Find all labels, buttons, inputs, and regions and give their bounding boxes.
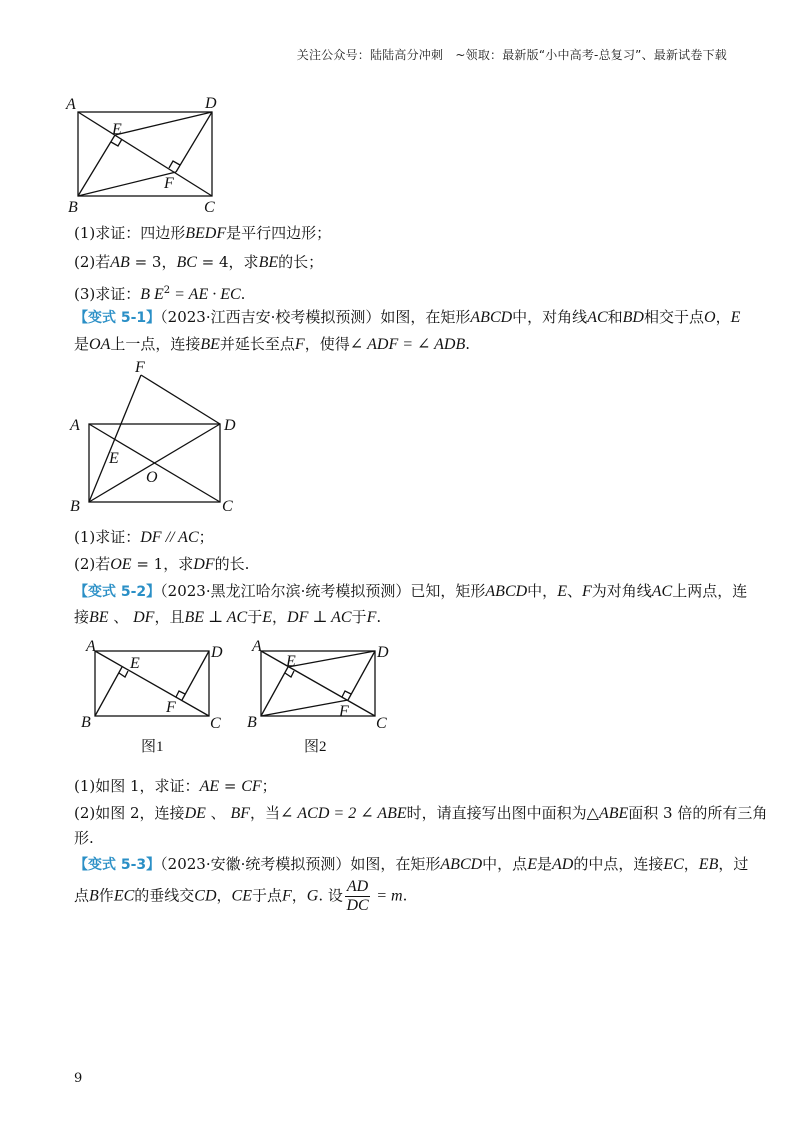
v52-line-2: 接BE 、 DF，且BE ⊥ AC于E，DF ⊥ AC于F. bbox=[74, 608, 382, 626]
v52-question-2: (2)如图 2，连接DE 、 BF，当∠ ACD = 2 ∠ ABE时，请直接写出图中面积为△ABE面积 3 倍的所有三角 bbox=[74, 804, 768, 822]
label-F: F bbox=[166, 699, 176, 716]
label-B: B bbox=[247, 714, 257, 731]
label-A: A bbox=[70, 417, 80, 434]
label-F: F bbox=[135, 359, 145, 376]
label-F: F bbox=[164, 175, 174, 192]
label-E: E bbox=[130, 655, 140, 672]
label-B: B bbox=[68, 199, 78, 216]
figure-1 bbox=[74, 636, 234, 761]
label-D: D bbox=[377, 644, 389, 661]
v53-line-1: 【变式 5-3】（2023·安徽·统考模拟预测）如图，在矩形ABCD中，点E是AD的中点，连接EC，EB，过 bbox=[74, 855, 749, 873]
label-C: C bbox=[210, 715, 221, 732]
figure-rectangle-bedf bbox=[60, 92, 230, 216]
label-C: C bbox=[204, 199, 215, 216]
fraction: $\frac{AD}{DC}$ bbox=[346, 878, 369, 914]
v52-question-1: (1)如图 1，求证：AE = CF； bbox=[74, 777, 277, 795]
label-A: A bbox=[66, 96, 76, 113]
label-A: A bbox=[86, 638, 96, 655]
label-F: F bbox=[339, 703, 349, 720]
variant-tag: 【变式 5-2】 bbox=[74, 584, 161, 600]
v52-line-1: 【变式 5-2】（2023·黑龙江哈尔滨·统考模拟预测）已知，矩形ABCD中，E、F为对角线AC上两点，连 bbox=[74, 582, 748, 600]
label-D: D bbox=[224, 417, 236, 434]
v53-line-2: 点B作EC的垂线交CD，CE于点F，G. 设 $\frac{AD}{DC}$ = m. bbox=[74, 878, 408, 914]
label-B: B bbox=[81, 714, 91, 731]
page-header: 关注公众号：陆陆高分冲刺 ~领取：最新版“小中高考-总复习”、最新试卷下载 bbox=[296, 48, 727, 62]
v51-question-1: (1)求证：DF // AC； bbox=[74, 528, 214, 546]
p1-question-1: (1)求证：四边形BEDF是平行四边形； bbox=[74, 224, 332, 242]
v51-line-2: 是OA上一点，连接BE并延长至点F，使得∠ ADF = ∠ ADB. bbox=[74, 335, 471, 353]
label-O: O bbox=[146, 469, 158, 486]
figure-caption: 图2 bbox=[304, 739, 327, 755]
label-C: C bbox=[376, 715, 387, 732]
label-C: C bbox=[222, 498, 233, 515]
figure-2 bbox=[244, 636, 404, 761]
label-A: A bbox=[252, 638, 262, 655]
p1-question-3: (3)求证：B $E^2$ = AE · EC. bbox=[74, 285, 246, 303]
p1-question-2: (2)若AB = 3，BC = 4，求BE的长； bbox=[74, 253, 324, 271]
variant-tag: 【变式 5-3】 bbox=[74, 857, 161, 873]
v51-line-1: 【变式 5-1】（2023·江西吉安·校考模拟预测）如图，在矩形ABCD中，对角线AC和BD相交于点O，E bbox=[74, 308, 741, 326]
label-D: D bbox=[205, 95, 217, 112]
v51-question-2: (2)若OE = 1，求DF的长. bbox=[74, 555, 250, 573]
label-E: E bbox=[112, 121, 122, 138]
figure-caption: 图1 bbox=[141, 739, 164, 755]
variant-tag: 【变式 5-1】 bbox=[74, 310, 161, 326]
figure-rectangle-abcd-f bbox=[60, 355, 250, 520]
label-D: D bbox=[211, 644, 223, 661]
label-B: B bbox=[70, 498, 80, 515]
label-E: E bbox=[286, 653, 296, 670]
v52-question-2-cont: 形. bbox=[74, 829, 94, 847]
page-number: 9 bbox=[74, 1071, 83, 1086]
label-E: E bbox=[109, 450, 119, 467]
